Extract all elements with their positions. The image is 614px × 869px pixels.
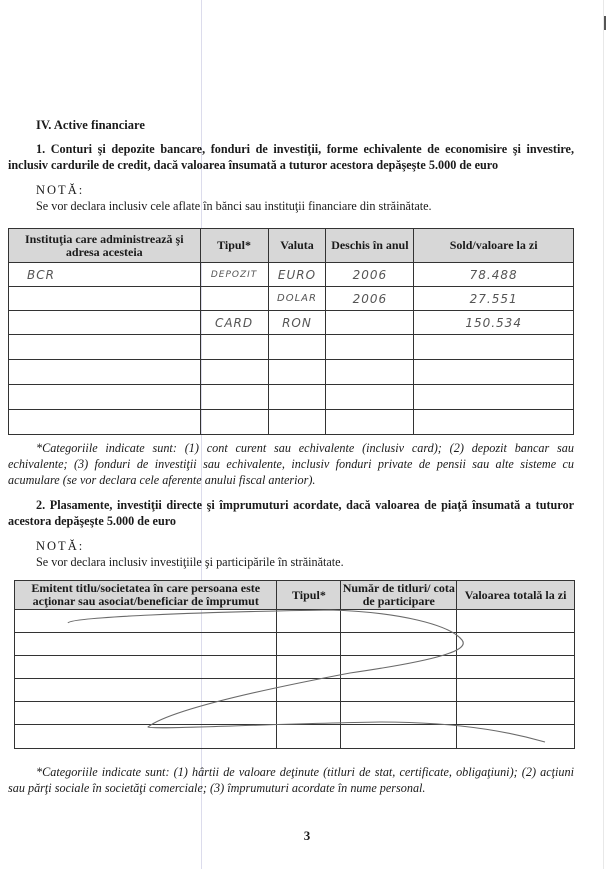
- col-header-shares-count: Număr de titluri/ cota de participare: [342, 581, 455, 608]
- table-row: [15, 633, 575, 656]
- section1-footnote: *Categoriile indicate sunt: (1) cont curent sau echivalente (inclusiv card); (2) depozit bancar sau echivalente; (3) fonduri de investiţii sau echivalente, inclusiv fonduri private de pensii sau alte sisteme cu acumulare (se vor declara cele aferente anului fiscal anterior).: [8, 441, 574, 487]
- cell-institution: [9, 311, 201, 335]
- col-header-balance: Sold/valoare la zi: [414, 229, 574, 263]
- col-header-opened-year: Deschis în anul: [326, 229, 414, 263]
- section-title: IV. Active financiare: [36, 118, 145, 132]
- col-header-issuer: Emitent titlu/societatea în care persoana este acţionar sau asociat/beneficiar de împrumut: [15, 581, 277, 610]
- col-header-type: Tipul*: [277, 581, 341, 610]
- accounts-table-header: [9, 229, 574, 263]
- table-row: [15, 679, 575, 702]
- col-header-type: Tipul*: [200, 229, 268, 263]
- page-number: 3: [303, 828, 311, 843]
- cell-type: CARD: [200, 311, 268, 335]
- cell-currency: EURO: [268, 263, 326, 287]
- table-row: [15, 610, 575, 633]
- scan-edge-mark: [604, 16, 606, 30]
- col-header-currency: Valuta: [268, 229, 326, 263]
- table-row: [15, 725, 575, 749]
- cell-currency: RON: [268, 311, 326, 335]
- section2-footnote: *Categoriile indicate sunt: (1) hârtii de valoare deţinute (titluri de stat, certificate, obligaţiuni); (2) acţiuni sau părţi sociale în societăţi comerciale; (3) împrumuturi acordate în nume personal.: [8, 765, 574, 795]
- investments-table: [14, 580, 575, 749]
- col-header-total-value: Valoarea totală la zi: [457, 581, 575, 610]
- cell-currency: DOLAR: [268, 287, 326, 311]
- cell-opened-year: 2006: [326, 263, 414, 287]
- cell-balance: 27.551: [414, 287, 574, 311]
- table-row: [9, 335, 574, 360]
- table-row: [9, 263, 574, 287]
- table-row: [9, 311, 574, 335]
- cell-opened-year: 2006: [326, 287, 414, 311]
- cell-institution: BCR: [9, 263, 201, 287]
- section2-heading: 2. Plasamente, investiţii directe şi împrumuturi acordate, dacă valoarea de piaţă însumată a tuturor acestora depăşeşte 5.000 de euro: [8, 498, 574, 528]
- table-row: [9, 385, 574, 410]
- scan-page-edge: [603, 0, 604, 869]
- accounts-table: [8, 228, 574, 435]
- table-row: [9, 287, 574, 311]
- cell-type: DEPOZIT: [200, 263, 268, 287]
- investments-table-header: [15, 581, 575, 610]
- cell-opened-year: [326, 311, 414, 335]
- section1-nota-text: Se vor declara inclusiv cele aflate în bănci sau instituţii financiare din străinătate.: [36, 199, 432, 213]
- section1-nota-title: NOTĂ:: [36, 183, 85, 197]
- section2-nota-text: Se vor declara inclusiv investiţiile şi participările în străinătate.: [36, 555, 344, 569]
- cell-balance: 150.534: [414, 311, 574, 335]
- section2-nota-title: NOTĂ:: [36, 539, 85, 553]
- table-row: [15, 702, 575, 725]
- cell-balance: 78.488: [414, 263, 574, 287]
- table-row: [9, 410, 574, 435]
- section1-heading: 1. Conturi şi depozite bancare, fonduri de investiţii, forme echivalente de economisire şi investire, inclusiv cardurile de credit, dacă valoarea însumată a tuturor acestora depăşeşte 5.000 de euro: [8, 142, 574, 172]
- cell-type: [200, 287, 268, 311]
- table-row: [15, 656, 575, 679]
- col-header-institution: Instituţia care administrează şi adresa acesteia: [9, 229, 201, 263]
- cell-institution: [9, 287, 201, 311]
- table-row: [9, 360, 574, 385]
